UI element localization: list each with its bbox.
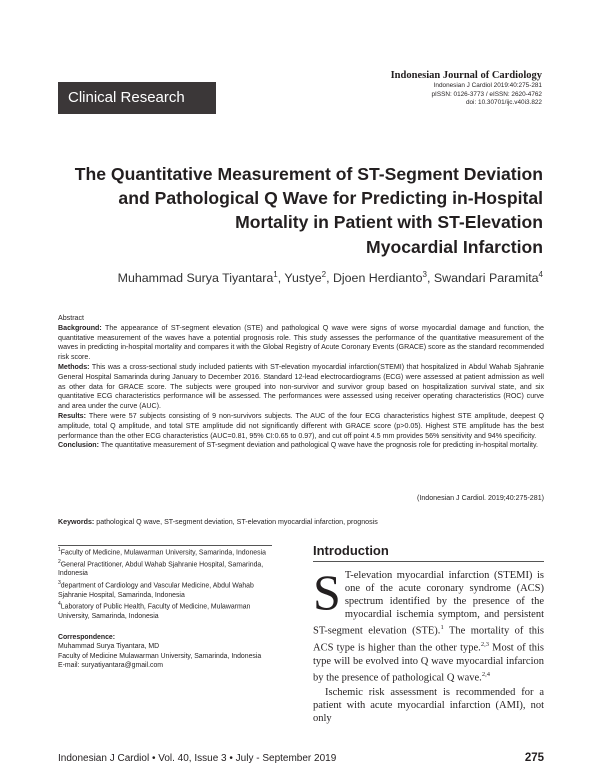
reference-mark: 1 [440, 624, 444, 632]
journal-doi-line: doi: 10.30701/ijc.v40i3.822 [465, 99, 542, 107]
affiliation-text: Faculty of Medicine, Mulawarman University, Samarinda, Indonesia [60, 549, 266, 557]
author-separator: , [277, 271, 285, 286]
methods-label: Methods: [58, 362, 90, 371]
affiliation-number: 4 [58, 600, 61, 607]
background-text: The appearance of ST-segment elevation (STE) and pathological Q wave were signs of worse myocardial damage and function, the quantitative measurement of the waves have a potential prognosis role. This study assesses the performance of the quantitative measurement of the waves in predicting in-hospital mortality and compares it with the Global Registry of Acute Coronary Events (GRACE) score as the standard recommended risk score. [58, 323, 544, 362]
title-line: Myocardial Infarction [366, 236, 543, 257]
abstract-heading: Abstract [58, 314, 85, 322]
intro-text: Most of this type will be evolved into Q wave myocardial infarcion by the presence of pathological Q wave. [313, 642, 544, 684]
page-number: 275 [524, 752, 544, 764]
affiliation-item [58, 546, 272, 558]
results-text: There were 57 subjects consisting of 9 non-survivors subjects. The AUC of the four ECG characteristics highest STE amplitude, deepest Q amplitude, total Q amplitude, and total STE amplitude did not significantly different with GRACE score (p>0.05). Highest STE amplitude has the best performance than the other ECG characteristics (AUC=0.81, 95% CI:0.65 to 0.97), and cut off point 4.5 mm provides 56% sensitivity and 94% specificity. [58, 411, 545, 440]
background-label: Background: [58, 323, 102, 332]
affiliation-number: 3 [58, 579, 61, 586]
affiliation-text: Laboratory of Public Health, Faculty of Medicine, Mulawarman University, Samarinda, Indonesia [58, 603, 251, 620]
affiliation-item [58, 600, 272, 621]
affiliation-item [58, 579, 272, 600]
page-footer: Indonesian J Cardiol • Vol. 40, Issue 3 • July - September 2019 [58, 753, 337, 764]
conclusion-label: Conclusion: [58, 441, 99, 450]
intro-paragraph [313, 564, 545, 684]
citation: (Indonesian J Cardiol. 2019;40:275-281) [417, 494, 544, 502]
author-affiliation-mark: 3 [422, 270, 427, 279]
author-name: Djoen Herdianto [332, 271, 423, 286]
author-separator: , [426, 271, 434, 286]
author-name: Swandari Paramita [433, 271, 539, 286]
introduction-body [313, 564, 545, 726]
keywords-label: Keywords: [58, 518, 95, 526]
author-separator: , [326, 271, 333, 286]
correspondence-label: Correspondence: [58, 634, 116, 642]
journal-volume-line: Indonesian J Cardiol 2019:40:275-281 [433, 82, 542, 89]
title-line: Mortality in Patient with ST-Elevation [235, 212, 543, 233]
abstract-conclusion [58, 441, 544, 451]
title-line: and Pathological Q Wave for Predicting in-Hospital [118, 188, 543, 209]
abstract [58, 314, 544, 451]
correspondence-label-line [58, 633, 272, 642]
correspondence-email: E-mail: suryatiyantara@gmail.com [58, 662, 164, 670]
author-affiliation-mark: 4 [538, 270, 543, 279]
author-affiliation-mark: 2 [321, 270, 327, 279]
keywords [58, 518, 544, 526]
section-banner: Clinical Research [58, 82, 216, 114]
affiliation-text: department of Cardiology and Vascular Medicine, Abdul Wahab Sjahranie Hospital, Samarinda, Indonesia [58, 582, 254, 599]
author-list [63, 270, 543, 285]
introduction-heading: Introduction [313, 543, 389, 558]
abstract-results [58, 412, 544, 441]
article-title [63, 162, 543, 259]
affiliation-number: 1 [58, 547, 61, 553]
abstract-background [58, 324, 544, 363]
author-name: Yustye [284, 271, 322, 286]
conclusion-text: The quantitative measurement of ST-segment deviation and pathological Q wave have the prognosis role for predicting in-hospital mortality. [100, 441, 538, 450]
footnotes [58, 546, 272, 671]
journal-issn-line: pISSN: 0126-3773 / eISSN: 2620-4762 [431, 90, 542, 98]
reference-mark: 2,3 [480, 640, 489, 648]
intro-text: The mortality of this ACS type is higher than the other type. [313, 625, 545, 654]
affiliation-number: 2 [58, 558, 61, 565]
drop-cap: S [313, 564, 341, 620]
intro-paragraph: Ischemic risk assessment is recommended for a patient with acute myocardial infarction (AMI), not only [313, 687, 544, 725]
correspondence [58, 633, 272, 671]
correspondence-address: Faculty of Medicine Mulawarman University, Samarinda, Indonesia [58, 652, 262, 660]
correspondence-name: Muhammad Surya Tiyantara, MD [58, 643, 160, 651]
keywords-text: pathological Q wave, ST-segment deviation, ST-elevation myocardial infarction, prognosis [96, 518, 378, 526]
results-label: Results: [58, 411, 86, 420]
affiliation-item [58, 558, 272, 579]
reference-mark: 2,4 [481, 670, 490, 678]
journal-name: Indonesian Journal of Cardiology [390, 70, 542, 81]
intro-text: T-elevation myocardial infarction (STEMI) is one of the acute coronary syndrome (ACS) spectrum identified by the presence of the myocardial ischemia symptom, and persistent ST-segment elevation (STE). [313, 570, 544, 637]
abstract-methods [58, 363, 544, 412]
author-name: Muhammad Surya Tiyantara [117, 271, 274, 286]
methods-text: This was a cross-sectional study included patients with ST-elevation myocardial infarction(STEMI) that hospitalized in Abdul Wahab Sjahranie General Hospital Samarinda during January to December 2016. Standard 12-lead electrocardiograms (ECG) were assessed at patient admission as well as other data for GRACE score. The subjects were grouped into non-survivor and survivor group based on hospitalization survival state, and six quantitative ECG characteristics performance will be assessed. The performances were assessed using receiver operating characteristics (ROC) curve and area under the curve (AUC). [58, 362, 544, 411]
affiliation-text: General Practitioner, Abdul Wahab Sjahranie Hospital, Samarinda, Indonesia [58, 561, 264, 578]
title-line: The Quantitative Measurement of ST-Segment Deviation [74, 164, 543, 184]
journal-header [282, 69, 542, 108]
introduction-divider [313, 561, 544, 562]
author-affiliation-mark: 1 [273, 270, 278, 279]
